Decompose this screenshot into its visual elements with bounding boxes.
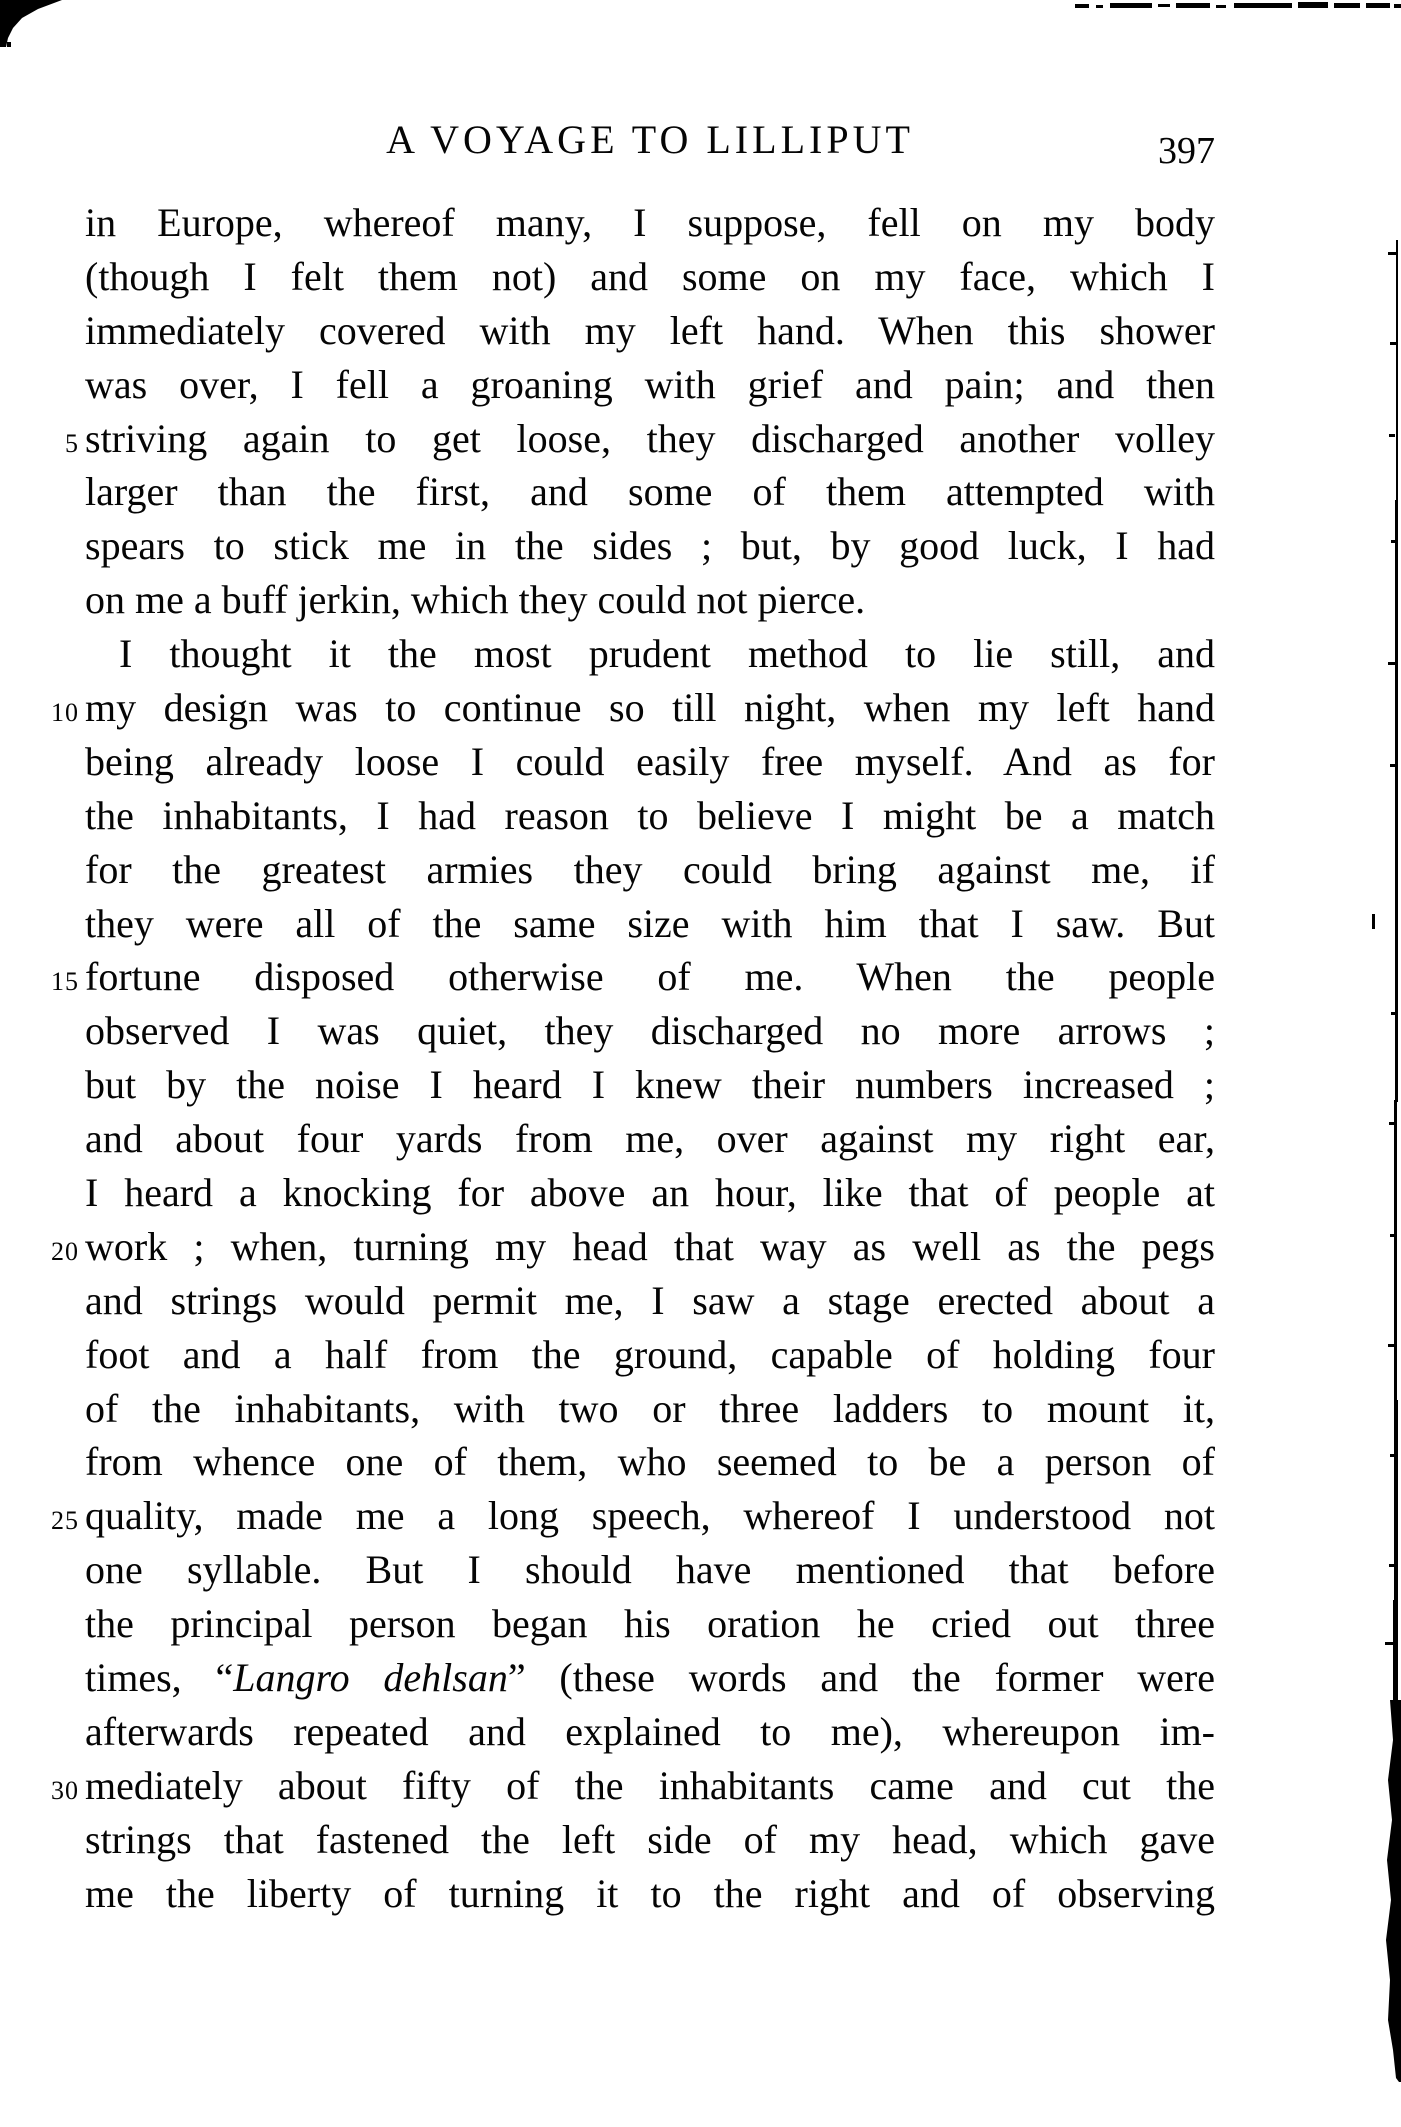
text-segment: for the greatest armies they could bring against me, if: [85, 846, 1215, 892]
text-line: [85, 1813, 1215, 1867]
text-segment: work ; when, turning my head that way as well as the pegs: [85, 1223, 1215, 1269]
text-line: [85, 735, 1215, 789]
text-segment: I heard a knocking for above an hour, like that of people at: [85, 1170, 1215, 1216]
text-segment: and strings would permit me, I saw a stage erected about a: [85, 1277, 1215, 1323]
text-segment: the principal person began his oration he cried out three: [85, 1601, 1215, 1647]
text-segment: fortune disposed otherwise of me. When the people: [85, 954, 1215, 1000]
text-segment: but by the noise I heard I knew their numbers increased ;: [85, 1062, 1215, 1108]
text-segment: and about four yards from me, over against my right ear,: [85, 1116, 1215, 1162]
text-line: [51, 1220, 1215, 1274]
text-segment: me the liberty of turning it to the right and of observing: [85, 1870, 1215, 1916]
text-line: [65, 412, 1215, 466]
text-line: [85, 1705, 1215, 1759]
text-line: [85, 1543, 1215, 1597]
line-number: 30: [51, 1775, 79, 1805]
text-segment: my design was to continue so till night, when my left hand: [85, 685, 1215, 731]
text-segment: foot and a half from the ground, capable of holding four: [85, 1331, 1215, 1377]
text-segment: mediately about fifty of the inhabitants came and cut the: [85, 1762, 1215, 1808]
italic-phrase: Langro dehlsan: [233, 1655, 508, 1701]
page-header: [85, 117, 1215, 172]
text-line: [85, 1651, 1215, 1705]
text-line: [51, 681, 1215, 735]
text-segment: times, “: [85, 1655, 234, 1701]
text-line: [85, 1112, 1215, 1166]
text-segment: strings that fastened the left side of my head, which gave: [85, 1816, 1215, 1862]
text-line: [85, 789, 1215, 843]
right-edge-line: [1372, 240, 1401, 2082]
text-segment: the inhabitants, I had reason to believe I might be a match: [85, 792, 1215, 838]
text-line: [85, 627, 1215, 681]
text-line: [85, 1867, 1215, 1921]
text-segment: larger than the first, and some of them attempted with: [85, 469, 1215, 515]
line-number: 25: [51, 1506, 79, 1536]
text-line: [85, 519, 1215, 573]
text-line: [85, 304, 1215, 358]
text-segment: of the inhabitants, with two or three ladders to mount it,: [85, 1385, 1215, 1431]
text-segment: in Europe, whereof many, I suppose, fell on my body: [85, 200, 1215, 245]
line-number: 15: [51, 967, 79, 997]
text-segment: one syllable. But I should have mentioned that before: [85, 1547, 1215, 1593]
line-number: 5: [65, 428, 79, 458]
top-edge-dashes: [1075, 2, 1401, 8]
text-segment: they were all of the same size with him that I saw. But: [85, 900, 1215, 946]
text-line: [85, 1382, 1215, 1436]
text-line: [51, 950, 1215, 1004]
text-segment: observed I was quiet, they discharged no more arrows ;: [85, 1008, 1215, 1054]
text-line: [85, 897, 1215, 951]
text-line: [85, 358, 1215, 412]
text-line: [85, 1058, 1215, 1112]
text-line: [85, 196, 1215, 250]
text-segment: being already loose I could easily free myself. And as for: [85, 738, 1215, 784]
text-line: [85, 573, 1215, 627]
text-segment: from whence one of them, who seemed to be a person of: [85, 1439, 1215, 1485]
running-title: A VOYAGE TO LILLIPUT: [386, 117, 914, 162]
text-segment: afterwards repeated and explained to me), whereupon im-: [85, 1708, 1215, 1754]
text-segment: quality, made me a long speech, whereof I understood not: [85, 1493, 1215, 1539]
text-segment: (though I felt them not) and some on my face, which I: [85, 253, 1215, 299]
text-segment: spears to stick me in the sides ; but, by good luck, I had: [85, 523, 1215, 569]
text-segment: I thought it the most prudent method to lie still, and: [119, 631, 1215, 677]
text-line: [85, 465, 1215, 519]
corner-fold-artifact: [0, 0, 62, 47]
text-line: [85, 1274, 1215, 1328]
line-number: 10: [51, 698, 79, 728]
text-line: [85, 1166, 1215, 1220]
text-line: [51, 1759, 1215, 1813]
text-line: [85, 250, 1215, 304]
text-line: [51, 1489, 1215, 1543]
line-number: 20: [51, 1236, 79, 1266]
text-segment: on me a buff jerkin, which they could not pierce.: [85, 577, 866, 623]
page-number: 397: [1158, 130, 1215, 172]
text-line: [85, 1328, 1215, 1382]
text-line: [85, 1004, 1215, 1058]
text-line: [85, 1435, 1215, 1489]
text-line: [85, 843, 1215, 897]
text-segment: was over, I fell a groaning with grief and pain; and then: [85, 361, 1215, 407]
text-segment: ” (these words and the former were: [507, 1655, 1215, 1701]
text-segment: striving again to get loose, they discharged another volley: [85, 415, 1215, 461]
text-segment: immediately covered with my left hand. When this shower: [85, 307, 1215, 353]
text-block: [51, 196, 1215, 1921]
text-line: [85, 1597, 1215, 1651]
